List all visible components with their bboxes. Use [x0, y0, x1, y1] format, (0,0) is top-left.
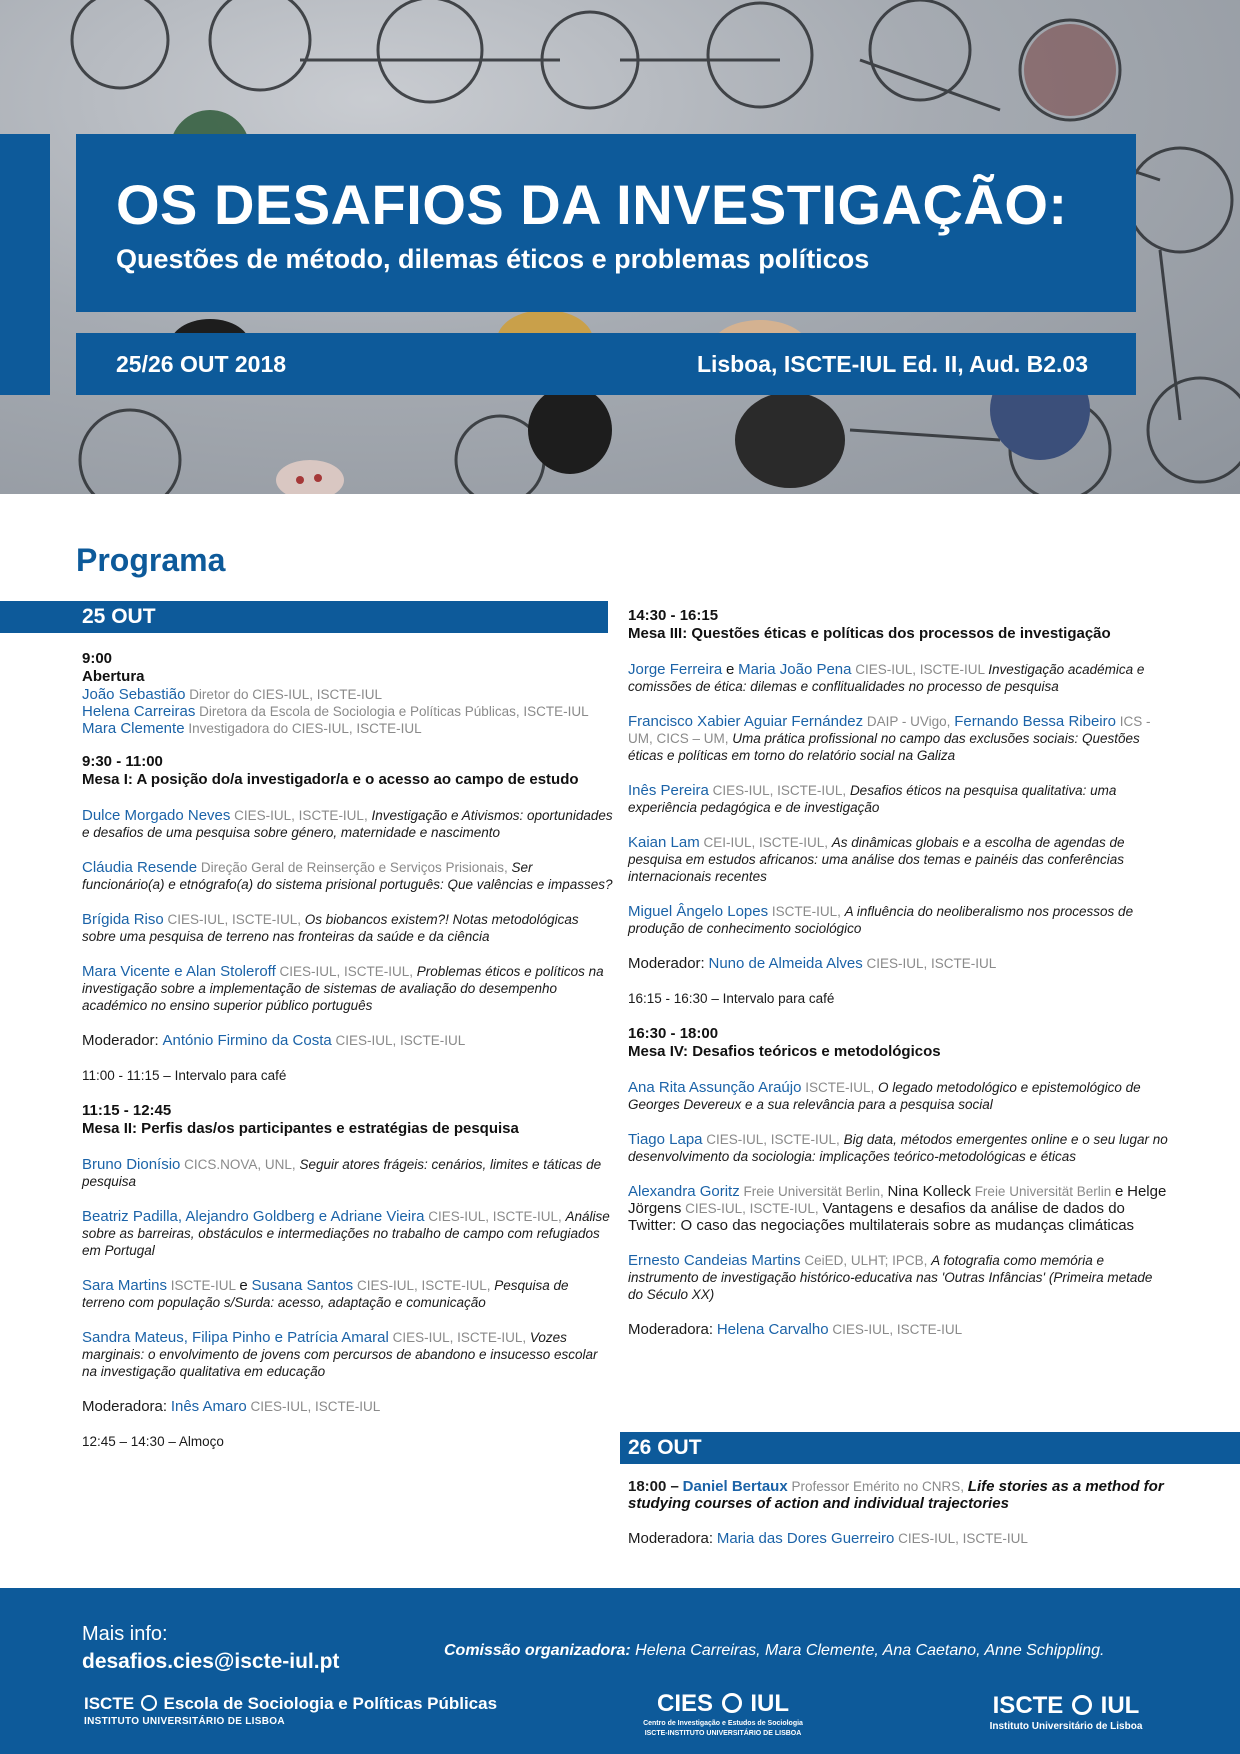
session-title: Mesa III: Questões éticas e políticas dos processos de investigação — [628, 625, 1111, 642]
presentation-item — [82, 859, 614, 893]
session-title: Mesa IV: Desafios teóricos e metodológicos — [628, 1043, 941, 1060]
keynote-affiliation: Professor Emérito no CNRS, — [791, 1479, 965, 1494]
speaker-name-plain: Nina Kolleck — [887, 1183, 971, 1200]
committee-names: Helena Carreiras, Mara Clemente, Ana Caetano, Anne Schippling. — [635, 1642, 1105, 1659]
name-joiner: e — [1115, 1183, 1124, 1200]
speaker-affiliation: CIES-IUL, ISCTE-IUL, — [356, 1278, 491, 1293]
logo-wordmark: ISCTE — [84, 1694, 135, 1713]
speaker-affiliation: CeiED, ULHT; IPCB, — [804, 1253, 928, 1268]
moderator-line — [82, 1032, 614, 1049]
presentation-title: Vozes marginais: o envolvimento de jovens com percursos de abandono e insucesso escolar na investigação qualitativa em educação — [82, 1330, 598, 1379]
speaker-affiliation: CEI-IUL, ISCTE-IUL, — [703, 835, 829, 850]
moderator-label: Moderadora: — [628, 1321, 714, 1338]
presentation-item — [82, 1329, 614, 1380]
presentation-item — [628, 834, 1168, 885]
keynote-item — [628, 1478, 1168, 1512]
logo-subtitle: INSTITUTO UNIVERSITÁRIO DE LISBOA — [84, 1716, 285, 1727]
moderator-name: António Firmino da Costa — [162, 1032, 332, 1049]
keynote-time: 18:00 – — [628, 1478, 679, 1495]
presentation-item — [82, 963, 614, 1014]
presentation-title: Ser funcionário(a) e etnógrafo(a) do sistema prisional português: Que valências e impasses? — [82, 860, 613, 892]
moderator-affiliation: CIES-IUL, ISCTE-IUL — [250, 1399, 381, 1414]
day2-block — [628, 1478, 1168, 1565]
hero-banner — [0, 0, 1240, 494]
lunch-break: 12:45 – 14:30 – Almoço — [82, 1434, 224, 1449]
speaker-name: Jorge Ferreira — [628, 661, 723, 678]
event-location: Lisboa, ISCTE-IUL Ed. II, Aud. B2.03 — [696, 351, 1088, 377]
presentation-title: Desafios éticos na pesquisa qualitativa: uma experiência pedagógica e de investigação — [628, 783, 1117, 815]
keynote-title: Life stories as a method for studying courses of action and individual trajectories — [628, 1478, 1164, 1512]
speaker-name: Mara Vicente e Alan Stoleroff — [82, 963, 276, 980]
moderator-name: Maria das Dores Guerreiro — [716, 1530, 895, 1547]
presentation-item — [82, 1156, 614, 1190]
presentation-item — [628, 713, 1168, 764]
speaker-affiliation: CIES-IUL, ISCTE-IUL, — [392, 1330, 527, 1345]
ring-logo-icon — [722, 1693, 742, 1713]
session-title: Mesa I: A posição do/a investigador/a e o acesso ao campo de estudo — [82, 771, 579, 788]
speaker-name: Tiago Lapa — [628, 1131, 703, 1148]
logo-wordmark: IUL — [1100, 1692, 1140, 1719]
speaker-name: Kaian Lam — [628, 834, 700, 851]
presentation-title: A influência do neoliberalismo nos processos de produção de conhecimento sociológico — [628, 904, 1134, 936]
mesa4-header — [628, 1025, 1168, 1061]
cies-iul-logo — [630, 1690, 816, 1738]
presentation-item — [82, 1208, 614, 1259]
moderator-line — [628, 1321, 1168, 1338]
moderator-affiliation: CIES-IUL, ISCTE-IUL — [866, 956, 997, 971]
speaker-name: Miguel Ângelo Lopes — [628, 903, 769, 920]
day-header-26-out: 26 OUT — [620, 1432, 1240, 1464]
presentation-item — [82, 1277, 614, 1311]
speaker-affiliation: CIES-IUL, ISCTE-IUL, — [279, 964, 414, 979]
event-subtitle: Questões de método, dilemas éticos e problemas políticos — [116, 244, 870, 274]
speaker-line — [82, 686, 614, 703]
speaker-name: Fernando Bessa Ribeiro — [954, 713, 1116, 730]
programa-heading: Programa — [76, 542, 226, 578]
committee-label: Comissão organizadora: — [444, 1642, 631, 1659]
mesa3-header — [628, 607, 1168, 643]
moderator-affiliation: CIES-IUL, ISCTE-IUL — [335, 1033, 466, 1048]
speaker-affiliation: ISCTE-IUL, — [771, 904, 841, 919]
session-time: 9:00 — [82, 650, 113, 667]
speaker-name: Susana Santos — [251, 1277, 354, 1294]
speaker-affiliation: Freie Universität Berlin, — [743, 1184, 884, 1199]
footer — [0, 1588, 1240, 1754]
logo-school-name: Escola de Sociologia e Políticas Públicas — [163, 1694, 498, 1713]
logo-wordmark: CIES — [656, 1690, 713, 1717]
presentation-title: Big data, métodos emergentes online e o seu lugar no desenvolvimento da sociologia: implicações teórico-metodológicas e éticas — [628, 1132, 1168, 1164]
presentation-title: Pesquisa de terreno com população s/Surda: acesso, adaptação e comunicação — [82, 1278, 569, 1310]
logo-wordmark: IUL — [750, 1690, 790, 1717]
presentation-item — [82, 807, 614, 841]
event-date: 25/26 OUT 2018 — [116, 351, 287, 377]
speaker-line — [82, 720, 614, 737]
presentation-title: Investigação académica e comissões de ética: dilemas e conflitualidades no processo de pesquisa — [628, 662, 1145, 694]
moderator-name: Helena Carvalho — [716, 1321, 829, 1338]
name-joiner: e — [239, 1277, 248, 1294]
presentation-item — [628, 661, 1168, 695]
presentation-item — [628, 1183, 1168, 1234]
speaker-affiliation: Diretora da Escola de Sociologia e Políticas Públicas, ISCTE-IUL — [199, 704, 589, 719]
contact-email-link[interactable]: desafios.cies@iscte-iul.pt — [82, 1650, 340, 1673]
speaker-affiliation: Diretor do CIES-IUL, ISCTE-IUL — [189, 687, 382, 702]
moderator-line — [628, 955, 1168, 972]
speaker-name: Alexandra Goritz — [628, 1183, 740, 1200]
presentation-item — [82, 911, 614, 945]
speaker-name: Maria João Pena — [738, 661, 852, 678]
session-title: Mesa II: Perfis das/os participantes e estratégias de pesquisa — [82, 1120, 519, 1137]
presentation-item — [628, 1252, 1168, 1303]
essp-logo — [84, 1694, 497, 1727]
title-box — [76, 134, 1136, 312]
session-time: 14:30 - 16:15 — [628, 607, 719, 624]
organizing-committee — [444, 1642, 1104, 1660]
presentation-item — [628, 903, 1168, 937]
moderator-label: Moderadora: — [628, 1530, 714, 1547]
speaker-name: Bruno Dionísio — [82, 1156, 181, 1173]
keynote-speaker: Daniel Bertaux — [682, 1478, 788, 1495]
presentation-title: Vantagens e desafios da análise de dados do Twitter: O caso das negociações multilaterais sobre as mudanças climáticas — [628, 1200, 1135, 1234]
speaker-affiliation: Direção Geral de Reinserção e Serviços Prisionais, — [200, 860, 508, 875]
speaker-name: Francisco Xabier Aguiar Fernández — [628, 713, 864, 730]
speaker-affiliation: CIES-IUL, ISCTE-IUL, — [712, 783, 847, 798]
moderator-affiliation: CIES-IUL, ISCTE-IUL — [832, 1322, 963, 1337]
speaker-name: João Sebastião — [82, 686, 186, 703]
logo-subtitle: Centro de Investigação e Estudos de Sociologia — [643, 1720, 803, 1727]
coffee-break: 16:15 - 16:30 – Intervalo para café — [628, 991, 835, 1006]
program-right-column — [628, 607, 1168, 1356]
speaker-name: Beatriz Padilla, Alejandro Goldberg e Adriane Vieira — [82, 1208, 425, 1225]
speaker-affiliation: Freie Universität Berlin — [974, 1184, 1112, 1199]
moderator-label: Moderador: — [82, 1032, 159, 1049]
speaker-affiliation: CIES-IUL, ISCTE-IUL, — [167, 912, 301, 927]
ring-logo-icon — [1072, 1695, 1092, 1715]
speaker-name: Sara Martins — [82, 1277, 168, 1294]
speaker-name: Brígida Riso — [82, 911, 164, 928]
presentation-title: As dinâmicas globais e a escolha de agendas de pesquisa em estudos africanos: uma análise dos temas e painéis das conferências internacionais recentes — [628, 835, 1125, 884]
session-time: 11:15 - 12:45 — [82, 1102, 172, 1119]
speaker-affiliation: CIES-IUL, ISCTE-IUL, — [685, 1201, 819, 1216]
speaker-affiliation: CIES-IUL, ISCTE-IUL, — [234, 808, 368, 823]
mesa2-header — [82, 1102, 614, 1138]
presentation-title: Uma prática profissional no campo das exclusões sociais: Questões éticas e políticas em torno do relatório social na Galiza — [628, 731, 1140, 763]
speaker-name: Mara Clemente — [82, 720, 185, 737]
speaker-affiliation: CIES-IUL, ISCTE-IUL, — [428, 1209, 562, 1224]
moderator-label: Moderadora: — [82, 1398, 168, 1415]
presentation-title: Os biobancos existem?! Notas metodológicas sobre uma pesquisa de terreno nas fronteiras da saúde e da ciência — [82, 912, 579, 944]
abertura-block — [82, 650, 614, 737]
speaker-affiliation: CICS.NOVA, UNL, — [184, 1157, 296, 1172]
presentation-title: A fotografia como memória e instrumento de investigação histórico-educativa nas 'Outras Infâncias' (Primeira metade do Século XX) — [628, 1253, 1153, 1302]
speaker-affiliation: ICS - UM, CICS – UM, — [628, 714, 1151, 746]
session-time: 16:30 - 18:00 — [628, 1025, 719, 1042]
moderator-name: Inês Amaro — [170, 1398, 247, 1415]
speaker-name: Helena Carreiras — [82, 703, 196, 720]
moderator-affiliation: CIES-IUL, ISCTE-IUL — [898, 1531, 1028, 1546]
presentation-item — [628, 1079, 1168, 1113]
speaker-line — [82, 703, 614, 720]
date-location-bar — [76, 333, 1136, 395]
speaker-name-plain: Helge Jörgens — [628, 1183, 1167, 1217]
ring-logo-icon — [141, 1695, 157, 1711]
speaker-affiliation: ISCTE-IUL — [170, 1278, 236, 1293]
hero-accent-bar — [0, 134, 50, 395]
presentation-title: Seguir atores frágeis: cenários, limites e táticas de pesquisa — [82, 1157, 602, 1189]
session-time: 9:30 - 11:00 — [82, 753, 163, 770]
speaker-name: Cláudia Resende — [82, 859, 198, 876]
presentation-title: O legado metodológico e epistemológico de Georges Devereux e a sua relevância para a pesquisa social — [628, 1080, 1141, 1112]
presentation-title: Investigação e Ativismos: oportunidades e desafios de uma pesquisa sobre género, maternidade e nascimento — [82, 808, 613, 840]
speaker-affiliation: CIES-IUL, ISCTE-IUL — [855, 662, 985, 677]
speaker-name: Sandra Mateus, Filipa Pinho e Patrícia Amaral — [82, 1329, 389, 1346]
session-title: Abertura — [82, 668, 145, 685]
coffee-break: 11:00 - 11:15 – Intervalo para café — [82, 1068, 287, 1083]
speaker-name: Ana Rita Assunção Araújo — [628, 1079, 802, 1096]
presentation-item — [628, 782, 1168, 816]
speaker-name: Inês Pereira — [628, 782, 709, 799]
iscte-iul-logo — [978, 1692, 1154, 1732]
speaker-name: Dulce Morgado Neves — [82, 807, 231, 824]
moderator-name: Nuno de Almeida Alves — [708, 955, 863, 972]
speaker-affiliation: ISCTE-IUL, — [805, 1080, 875, 1095]
presentation-title: Problemas éticos e políticos na investigação sobre a implementação de sistemas de avaliação do desempenho académico no ensino superior público português — [82, 964, 604, 1013]
speaker-affiliation: Investigadora do CIES-IUL, ISCTE-IUL — [188, 721, 422, 736]
logo-subtitle: Instituto Universitário de Lisboa — [989, 1721, 1143, 1732]
program-left-column — [82, 650, 614, 1468]
more-info-label: Mais info: — [82, 1623, 168, 1645]
presentation-item — [628, 1131, 1168, 1165]
logo-subtitle: ISCTE-INSTITUTO UNIVERSITÁRIO DE LISBOA — [644, 1730, 802, 1737]
mesa1-header — [82, 753, 614, 789]
event-title: OS DESAFIOS DA INVESTIGAÇÃO: — [116, 173, 1068, 236]
speaker-affiliation: DAIP - UVigo, — [866, 714, 951, 729]
logo-wordmark: ISCTE — [992, 1692, 1064, 1719]
name-joiner: e — [725, 661, 735, 678]
day-header-25-out: 25 OUT — [0, 601, 608, 633]
presentation-title: Análise sobre as barreiras, obstáculos e intermediações no trabalho de campo com refugiados em Portugal — [82, 1209, 610, 1258]
speaker-affiliation: CIES-IUL, ISCTE-IUL, — [706, 1132, 840, 1147]
moderator-label: Moderador: — [628, 955, 705, 972]
moderator-line — [628, 1530, 1168, 1547]
moderator-line — [82, 1398, 614, 1415]
speaker-name: Ernesto Candeias Martins — [628, 1252, 801, 1269]
